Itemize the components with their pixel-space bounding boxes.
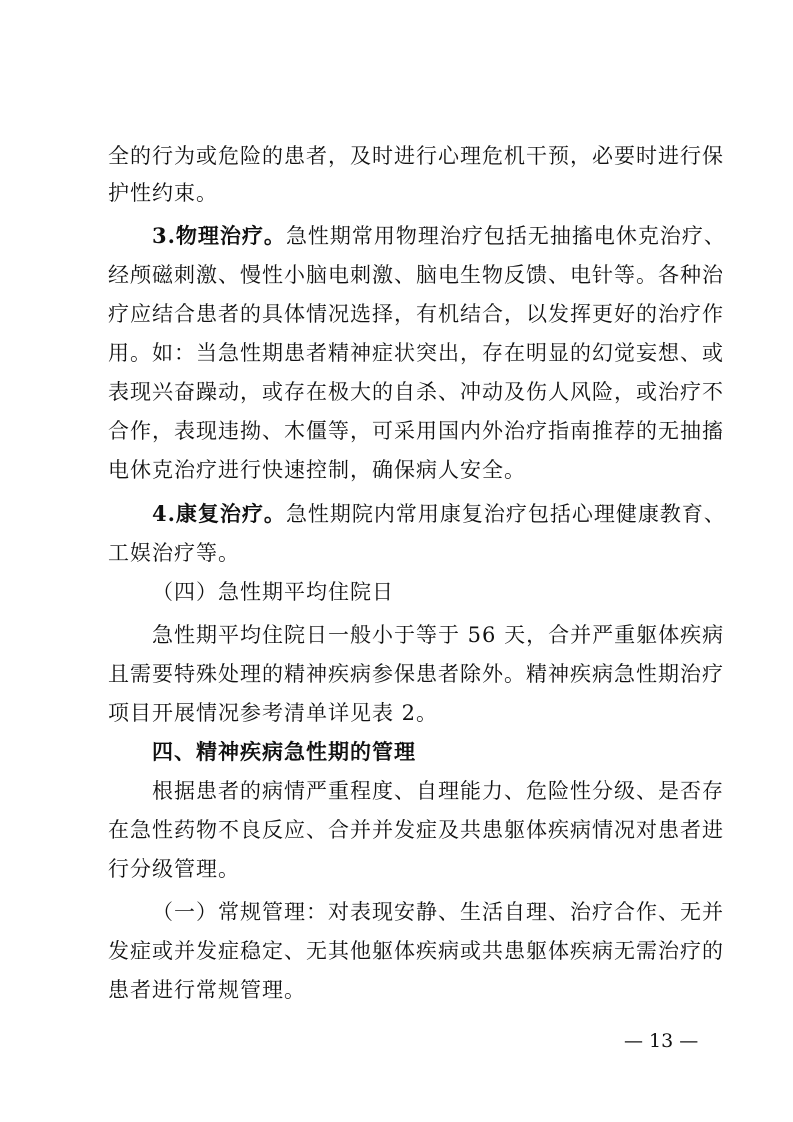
paragraph-line: 发症或并发症稳定、无其他躯体疾病或共患躯体疾病无需治疗的 <box>108 939 724 963</box>
paragraph-line <box>152 499 742 529</box>
paragraph-line: 用。如：当急性期患者精神症状突出，存在明显的幻觉妄想、或 <box>108 341 724 365</box>
paragraph-line: 工娱治疗等。 <box>108 541 240 565</box>
paragraph-line: 急性期平均住院日一般小于等于 56 天，合并严重躯体疾病 <box>152 623 725 647</box>
paragraph-line: 根据患者的病情严重程度、自理能力、危险性分级、是否存 <box>152 779 724 803</box>
page-number: — 13 — <box>624 1030 699 1052</box>
paragraph-line: 经颅磁刺激、慢性小脑电刺激、脑电生物反馈、电针等。各种治 <box>108 263 724 287</box>
paragraph-line: 且需要特殊处理的精神疾病参保患者除外。精神疾病急性期治疗 <box>108 662 724 686</box>
paragraph-line: 全的行为或危险的患者，及时进行心理危机干预，必要时进行保 <box>108 144 724 168</box>
paragraph-line: 项目开展情况参考清单详见表 2。 <box>108 701 439 725</box>
paragraph-text: 急性期院内常用康复治疗包括心理健康教育、 <box>285 502 726 526</box>
paragraph-line: （一）常规管理：对表现安静、生活自理、治疗合作、无并 <box>152 900 724 924</box>
paragraph-line: 合作，表现违拗、木僵等，可采用国内外治疗指南推荐的无抽搐 <box>108 419 724 443</box>
paragraph-line: 在急性药物不良反应、合并并发症及共患躯体疾病情况对患者进 <box>108 818 724 842</box>
paragraph-line: 护性约束。 <box>108 181 218 205</box>
subheading-rehabilitation: 4.康复治疗。 <box>152 501 286 526</box>
subheading-physical-therapy: 3.物理治疗。 <box>152 223 286 248</box>
paragraph-text: 急性期常用物理治疗包括无抽搐电休克治疗、 <box>285 224 726 248</box>
paragraph-line: 表现兴奋躁动，或存在极大的自杀、冲动及伤人风险，或治疗不 <box>108 380 724 404</box>
section-heading: 四、精神疾病急性期的管理 <box>152 740 416 764</box>
paragraph-line: 行分级管理。 <box>108 857 240 881</box>
subsection-heading: （四）急性期平均住院日 <box>152 580 394 604</box>
paragraph-line <box>152 221 742 251</box>
paragraph-line: 电休克治疗进行快速控制，确保病人安全。 <box>108 458 526 482</box>
paragraph-line: 患者进行常规管理。 <box>108 978 306 1002</box>
paragraph-line: 疗应结合患者的具体情况选择，有机结合，以发挥更好的治疗作 <box>108 302 724 326</box>
